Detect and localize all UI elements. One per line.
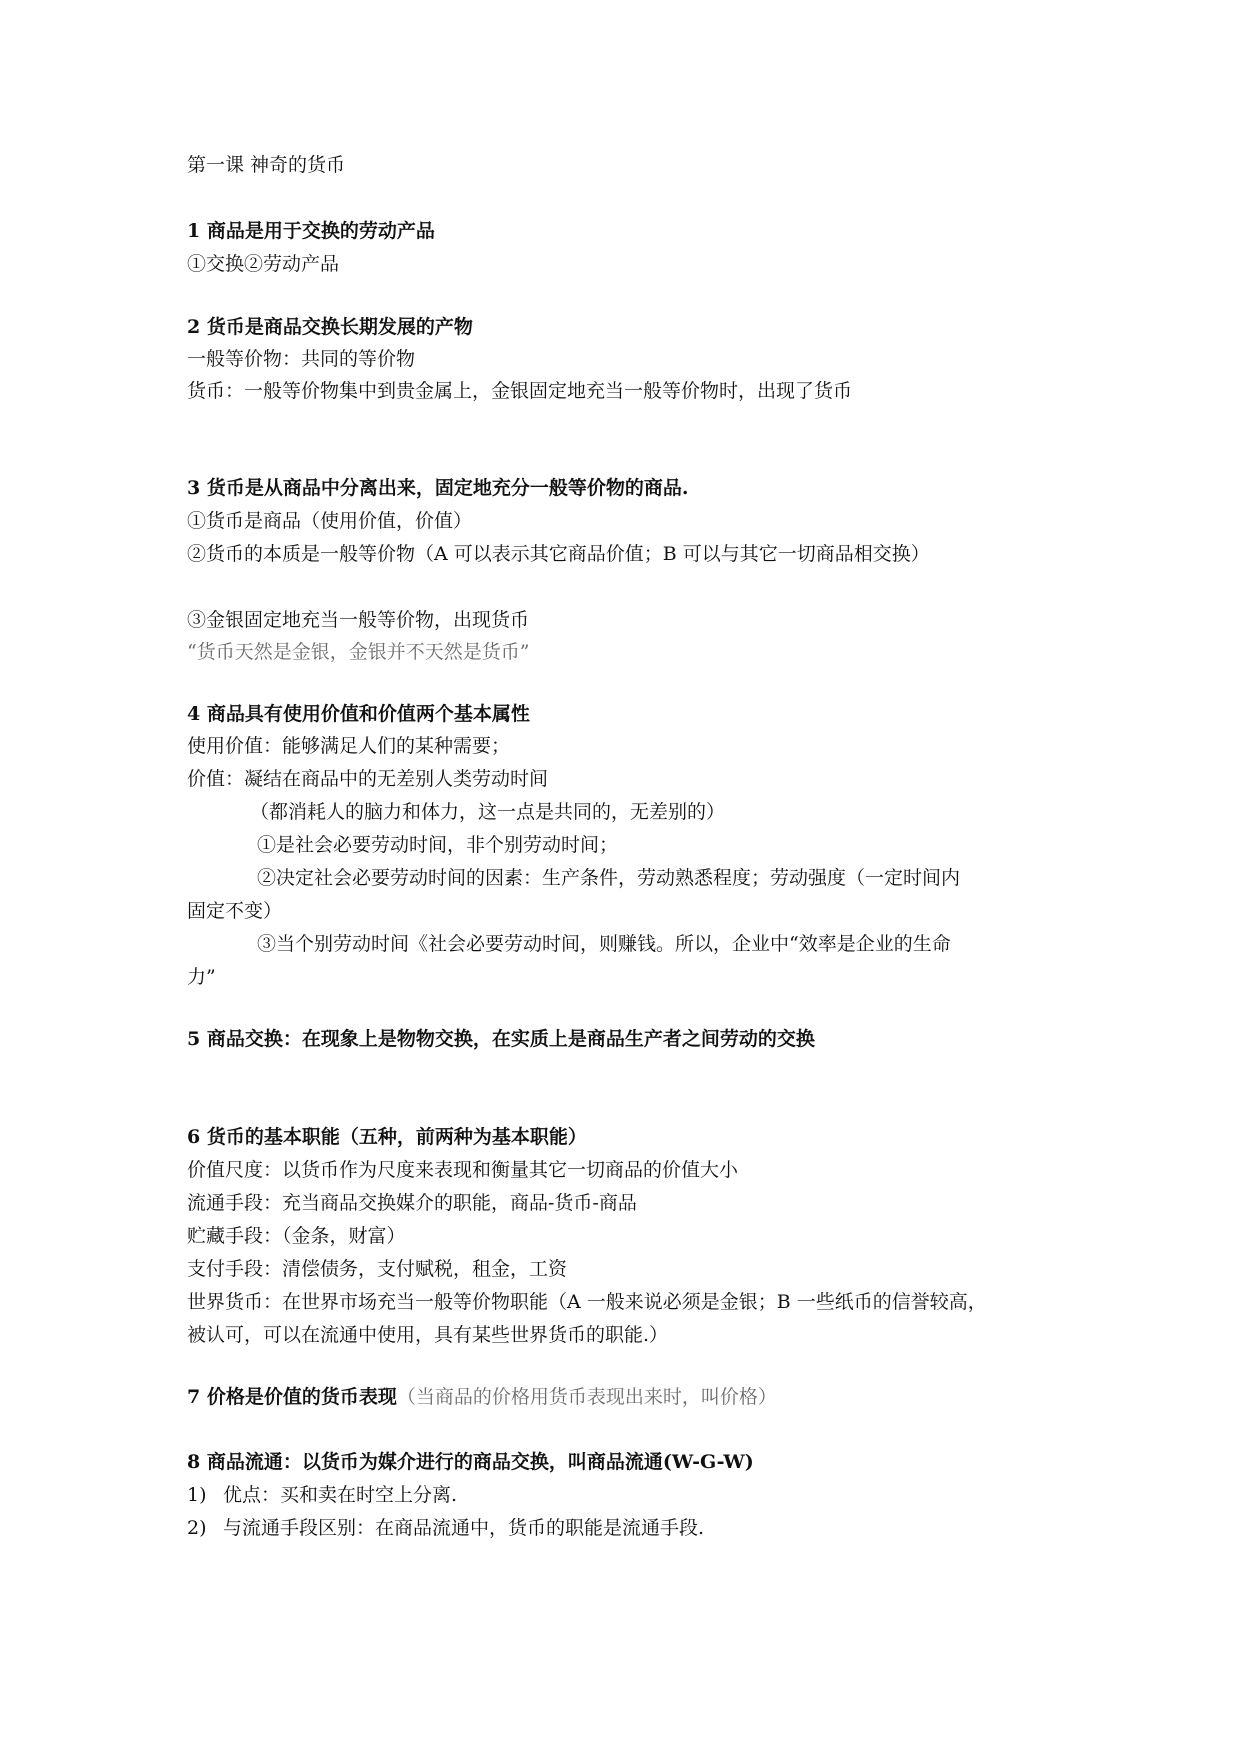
section-6-line-1: 价值尺度：以货币作为尺度来表现和衡量其它一切商品的价值大小 (187, 1159, 739, 1181)
page-title: 第一课 神奇的货币 (187, 154, 346, 176)
section-8-item-2-number: 2) (187, 1517, 207, 1539)
section-5-heading: 5 商品交换：在现象上是物物交换，在实质上是商品生产者之间劳动的交换 (187, 1028, 815, 1050)
section-2-line-2: 货币：一般等价物集中到贵金属上，金银固定地充当一般等价物时，出现了货币 (187, 380, 853, 402)
section-6-line-4: 支付手段：清偿债务，支付赋税，租金，工资 (187, 1258, 568, 1280)
section-4-heading: 4 商品具有使用价值和价值两个基本属性 (187, 703, 530, 725)
section-6-line-5: 世界货币：在世界市场充当一般等价物职能（A 一般来说必须是金银；B 一些纸币的信誉较高， (187, 1291, 987, 1313)
section-2-line-1: 一般等价物：共同的等价物 (187, 348, 416, 370)
section-8-item-1 (187, 1482, 457, 1508)
section-6-line-6: 被认可，可以在流通中使用，具有某些世界货币的职能.） (187, 1324, 669, 1346)
section-8-heading: 8 商品流通：以货币为媒介进行的商品交换，叫商品流通(W-G-W) (187, 1451, 754, 1473)
section-4-line-2: 价值：凝结在商品中的无差别人类劳动时间 (187, 768, 549, 790)
section-8-item-1-number: 1) (187, 1484, 207, 1506)
section-8-item-2-text: 与流通手段区别：在商品流通中，货币的职能是流通手段. (223, 1517, 705, 1539)
section-4-line-3: （都消耗人的脑力和体力，这一点是共同的，无差别的） (250, 801, 726, 823)
section-3-heading: 3 货币是从商品中分离出来，固定地充分一般等价物的商品. (187, 477, 689, 499)
section-8-item-1-text: 优点：买和卖在时空上分离. (223, 1484, 458, 1506)
section-7-line (187, 1384, 777, 1410)
section-8-item-2 (187, 1515, 704, 1541)
section-6-heading: 6 货币的基本职能（五种，前两种为基本职能） (187, 1126, 587, 1148)
section-7-note: （当商品的价格用货币表现出来时，叫价格） (396, 1386, 777, 1408)
section-3-quote: “货币天然是金银，金银并不天然是货币” (187, 641, 530, 663)
section-4-line-5: ②决定社会必要劳动时间的因素：生产条件，劳动熟悉程度；劳动强度（一定时间内 (257, 867, 961, 889)
section-1-line: ①交换②劳动产品 (187, 253, 340, 275)
section-4-line-8: 力” (187, 966, 216, 988)
section-7-heading: 7 价格是价值的货币表现 (187, 1386, 397, 1408)
section-4-line-7: ③当个别劳动时间《社会必要劳动时间，则赚钱。所以，企业中“效率是企业的生命 (257, 933, 951, 955)
section-4-line-6: 固定不变） (187, 900, 283, 922)
section-3-line-3: ③金银固定地充当一般等价物，出现货币 (187, 609, 530, 631)
section-2-heading: 2 货币是商品交换长期发展的产物 (187, 316, 473, 338)
section-1-heading: 1 商品是用于交换的劳动产品 (187, 220, 435, 242)
section-4-line-1: 使用价值：能够满足人们的某种需要； (187, 735, 511, 757)
section-6-line-2: 流通手段：充当商品交换媒介的职能，商品-货币-商品 (187, 1192, 637, 1214)
section-6-line-3: 贮藏手段：（金条，财富） (187, 1225, 406, 1247)
section-3-line-2: ②货币的本质是一般等价物（A 可以表示其它商品价值；B 可以与其它一切商品相交换） (187, 543, 930, 565)
section-4-line-4: ①是社会必要劳动时间，非个别劳动时间； (257, 834, 619, 856)
section-3-line-1: ①货币是商品（使用价值，价值） (187, 510, 473, 532)
